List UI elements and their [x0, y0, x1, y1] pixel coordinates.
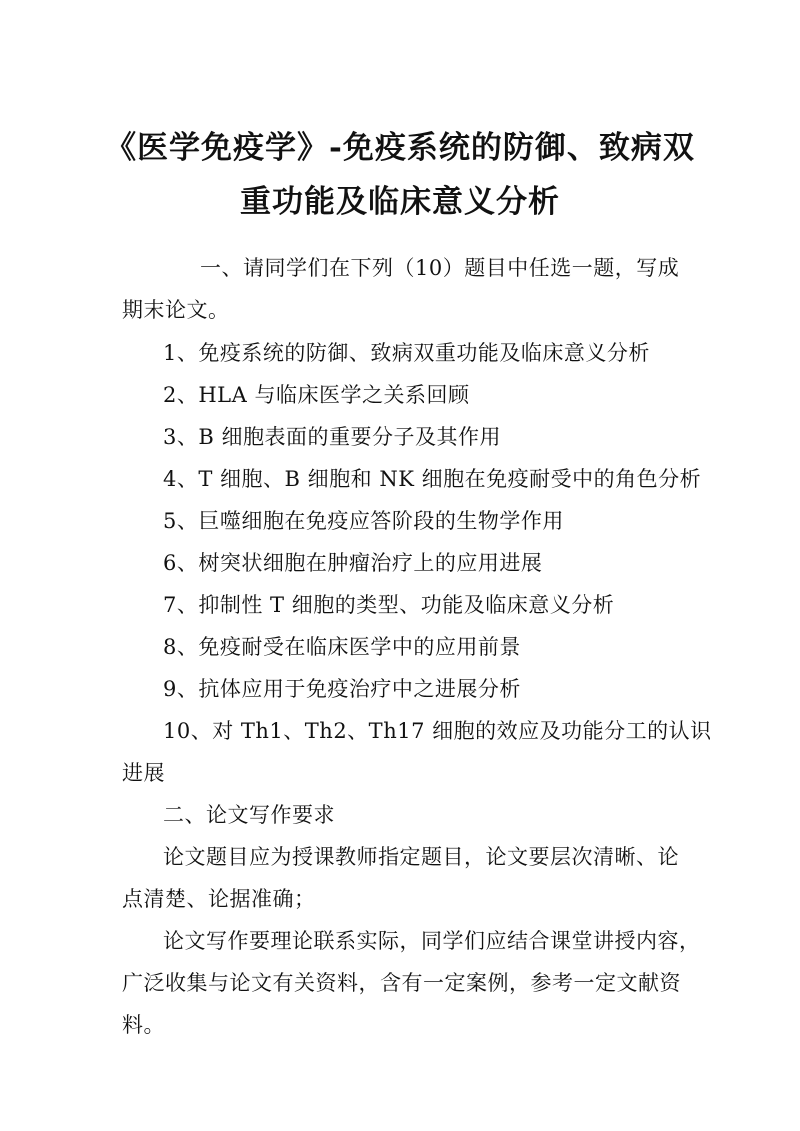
topic-item-5: 5、巨噬细胞在免疫应答阶段的生物学作用 — [163, 509, 564, 533]
document-title-line-2: 重功能及临床意义分析 — [240, 184, 560, 220]
topic-item-4: 4、T 细胞、B 细胞和 NK 细胞在免疫耐受中的角色分析 — [163, 467, 702, 491]
section2-para1-line-2: 点清楚、论据准确； — [122, 887, 316, 911]
section1-intro-line-1: 一、请同学们在下列（10）题目中任选一题，写成 — [200, 256, 680, 280]
section2-para2-line-1: 论文写作要理论联系实际，同学们应结合课堂讲授内容， — [163, 929, 701, 953]
topic-item-8: 8、免疫耐受在临床医学中的应用前景 — [163, 635, 521, 659]
topic-item-3: 3、B 细胞表面的重要分子及其作用 — [163, 425, 501, 449]
topic-item-10-line-2: 进展 — [122, 761, 165, 785]
topic-item-1: 1、免疫系统的防御、致病双重功能及临床意义分析 — [163, 341, 650, 365]
section2-para2-line-3: 料。 — [122, 1013, 165, 1037]
section2-para1-line-1: 论文题目应为授课教师指定题目，论文要层次清晰、论 — [163, 845, 679, 869]
section2-heading: 二、论文写作要求 — [163, 803, 335, 827]
section1-intro-line-2: 期末论文。 — [122, 298, 230, 322]
topic-item-6: 6、树突状细胞在肿瘤治疗上的应用进展 — [163, 551, 543, 575]
topic-item-7: 7、抑制性 T 细胞的类型、功能及临床意义分析 — [163, 593, 615, 617]
topic-item-10-line-1: 10、对 Th1、Th2、Th17 细胞的效应及功能分工的认识 — [163, 719, 712, 743]
document-title-line-1: 《医学免疫学》-免疫系统的防御、致病双 — [105, 130, 695, 166]
section2-para2-line-2: 广泛收集与论文有关资料，含有一定案例，参考一定文献资 — [122, 971, 681, 995]
topic-item-9: 9、抗体应用于免疫治疗中之进展分析 — [163, 677, 521, 701]
topic-item-2: 2、HLA 与临床医学之关系回顾 — [163, 383, 470, 407]
